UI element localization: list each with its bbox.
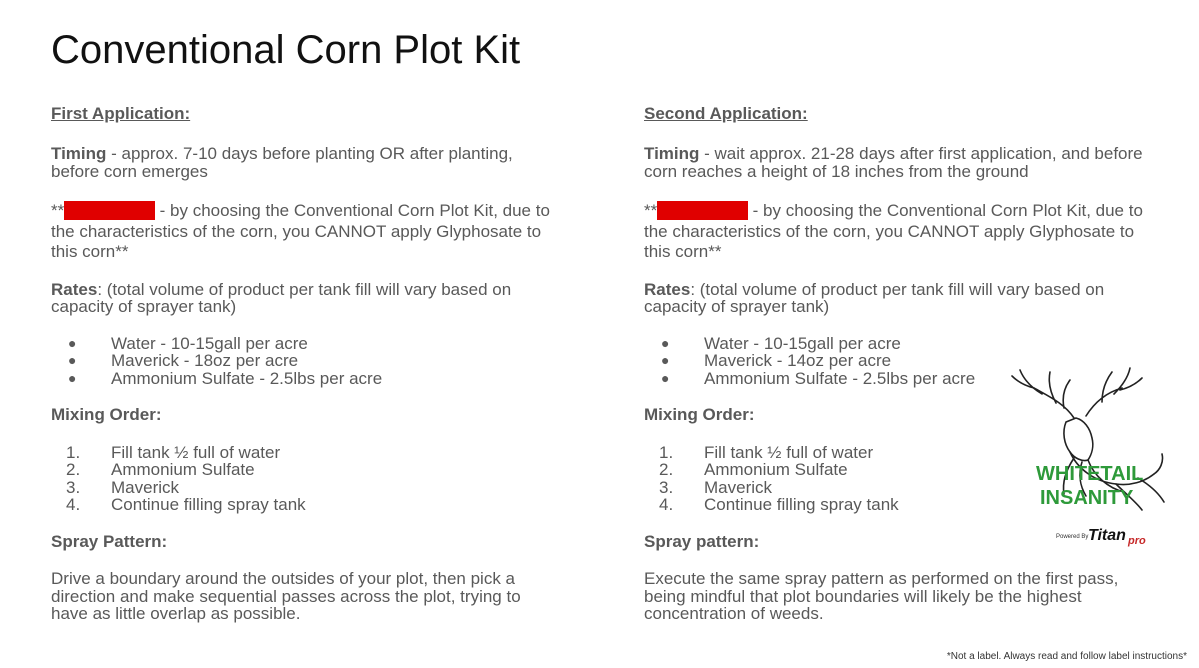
rates-text: : (total volume of product per tank fill will vary based on capacity of sprayer tank) <box>644 279 1105 316</box>
list-item: 4. Continue filling spray tank <box>66 495 306 514</box>
mixing-order-heading: Mixing Order: <box>644 405 755 424</box>
timing-paragraph <box>644 145 1154 180</box>
logo-powered-by: Powered By <box>1056 534 1089 540</box>
spray-pattern-heading: Spray pattern: <box>644 531 760 551</box>
list-item: 3. Maverick <box>66 477 180 497</box>
reminder-highlight: REMINDER <box>64 201 155 220</box>
timing-text: - wait approx. 21-28 days after first application, and before corn reaches a height of 18 inches from the ground <box>644 144 1143 181</box>
bullet-icon: ● <box>68 352 77 368</box>
list-item: 2. Ammonium Sulfate <box>659 460 848 479</box>
spray-pattern-heading: Spray Pattern: <box>51 531 168 551</box>
list-item: ● Water - 10-15gall per acre <box>661 333 901 353</box>
list-item: ● Maverick - 14oz per acre <box>661 351 892 370</box>
first-application-column <box>51 105 561 623</box>
spray-pattern-text: Drive a boundary around the outsides of your plot, then pick a direction and make sequential passes across the plot, trying to have as little overlap as possible. <box>51 569 521 623</box>
timing-text: - approx. 7-10 days before planting OR after planting, before corn emerges <box>51 144 513 181</box>
timing-paragraph <box>51 145 561 180</box>
deer-icon <box>1004 358 1176 554</box>
reminder-highlight: REMINDER <box>657 201 748 220</box>
mixing-order-list <box>51 444 561 514</box>
reminder-paragraph <box>644 201 1154 263</box>
list-item: 3. Maverick <box>659 477 773 497</box>
mixing-order-heading: Mixing Order: <box>51 405 162 424</box>
first-application-heading: First Application: <box>51 104 191 123</box>
list-item: ● Ammonium Sulfate - 2.5lbs per acre <box>68 368 383 388</box>
list-item: ● Ammonium Sulfate - 2.5lbs per acre <box>661 368 976 388</box>
rates-paragraph <box>644 281 1154 316</box>
whitetail-insanity-logo <box>1004 358 1176 554</box>
rates-label: Rates <box>51 279 98 299</box>
rates-label: Rates <box>644 279 691 299</box>
reminder-prefix: ** <box>51 201 65 220</box>
list-item: 1. Fill tank ½ full of water <box>66 442 281 462</box>
page-title: Conventional Corn Plot Kit <box>51 28 521 72</box>
bullet-icon: ● <box>661 352 670 368</box>
logo-brand-suffix: pro <box>1128 535 1146 547</box>
reminder-text: - by choosing the Conventional Corn Plot Kit, due to the characteristics of the corn, you CANNOT apply Glyphosate to this corn** <box>644 201 1143 261</box>
spray-pattern-text: Execute the same spray pattern as performed on the first pass, being mindful that plot boundaries will likely be the highest concentration of weeds. <box>644 569 1119 623</box>
list-item: 1. Fill tank ½ full of water <box>659 442 874 462</box>
logo-line-whitetail: WHITETAIL <box>1036 463 1144 485</box>
bullet-icon: ● <box>68 334 77 351</box>
second-application-heading: Second Application: <box>644 104 808 123</box>
bullet-icon: ● <box>661 334 670 351</box>
reminder-prefix: ** <box>644 201 658 220</box>
list-item: ● Maverick - 18oz per acre <box>68 351 299 370</box>
reminder-paragraph <box>51 201 561 263</box>
list-item: 4. Continue filling spray tank <box>659 495 899 514</box>
rates-text: : (total volume of product per tank fill will vary based on capacity of sprayer tank) <box>51 279 512 316</box>
bullet-icon: ● <box>68 369 77 386</box>
rates-list <box>51 335 561 388</box>
reminder-text: - by choosing the Conventional Corn Plot Kit, due to the characteristics of the corn, you CANNOT apply Glyphosate to this corn** <box>51 201 550 261</box>
logo-line-insanity: INSANITY <box>1040 487 1134 509</box>
logo-brand: Titan <box>1088 527 1126 544</box>
footnote: *Not a label. Always read and follow label instructions* <box>946 651 1187 662</box>
rates-paragraph <box>51 281 561 316</box>
timing-label: Timing <box>51 144 107 163</box>
list-item: ● Water - 10-15gall per acre <box>68 333 308 353</box>
bullet-icon: ● <box>661 369 670 386</box>
timing-label: Timing <box>644 144 700 163</box>
list-item: 2. Ammonium Sulfate <box>66 460 255 479</box>
